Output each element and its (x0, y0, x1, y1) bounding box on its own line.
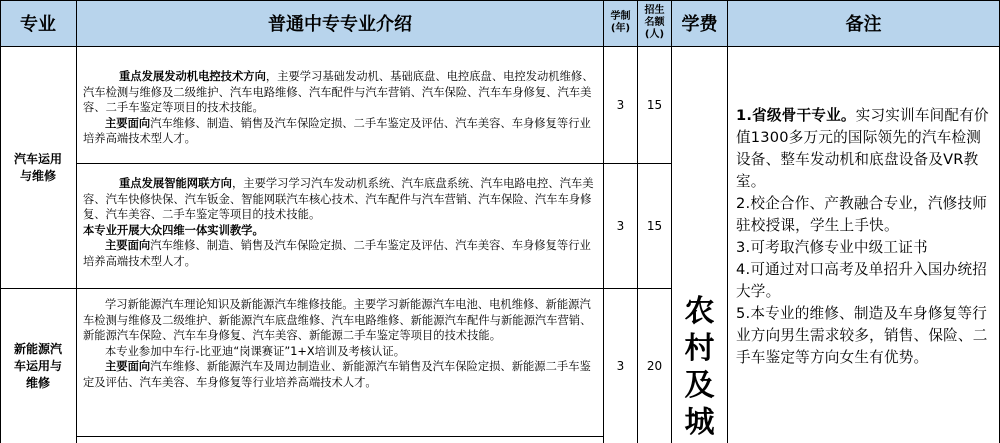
header-quota-l1: 招生 (644, 5, 665, 16)
nev-row-emp-label: 主要面向 (105, 360, 151, 374)
fee-cell (672, 47, 728, 443)
header-quota-l2: 名额 (644, 17, 665, 28)
notes-cell (728, 47, 1000, 443)
major-nev-l1: 新能源汽 (13, 341, 62, 356)
note-3: 3.可考取汽修专业中级工证书 (736, 239, 928, 256)
auto-row2-main (83, 176, 599, 223)
auto-row2-quota: 15 (638, 164, 672, 289)
auto-row2-desc (77, 164, 604, 289)
auto-row1-main (83, 69, 599, 116)
header-fee: 学费 (672, 0, 728, 47)
note-2: 2.校企合作、产教融合专业，汽修技师驻校授课，学生上手快。 (736, 195, 988, 234)
major-auto-l2: 与维修 (19, 168, 56, 183)
major-auto-l1: 汽车运用 (13, 151, 62, 166)
nev-row-desc-tail (77, 437, 604, 443)
auto-row1-main-text: ，主要学习基础发动机、基础底盘、电控底盘、电控发动机维修、汽车检测与维修及二级维护、汽车电路维修、汽车配件与汽车营销、汽车保险、汽车车身修复、汽车美容、二手车鉴定等项目的技术技能。 (83, 70, 594, 115)
fee-char-1: 农 (684, 294, 715, 329)
nev-row-years: 3 (604, 289, 638, 443)
auto-row2-emp-label: 主要面向 (105, 239, 151, 253)
header-notes: 备注 (728, 0, 1000, 47)
header-years-l2: (年) (610, 23, 631, 34)
nev-row-quota: 20 (638, 289, 672, 443)
header-years-l1: 学制 (610, 11, 631, 22)
auto-row1-direction: 重点发展发动机电控技术方向 (119, 70, 266, 83)
auto-row2-direction: 重点发展智能网联方向 (119, 177, 232, 190)
auto-row1-emp-label: 主要面向 (105, 116, 151, 130)
note-1-text: 实习实训车间配有价值1300多万元的国际领先的汽车检测设备、整车发动机和底盘设备及VR教室。 (736, 107, 989, 190)
nev-row-desc (77, 289, 604, 437)
nev-row-main: 学习新能源汽车理论知识及新能源汽车维修技能。主要学习新能源汽车电池、电机维修、新能源汽车检测与维修及二级维护、新能源汽车底盘维修、汽车电路维修、新能源汽车配件与新能源汽车营销、新能源汽车保险、汽车车身修复、汽车美容、新能源二手车鉴定等项目的技术技能。 (83, 298, 592, 343)
fee-char-3: 及 (684, 368, 715, 403)
auto-row2-employment (83, 238, 599, 269)
auto-row2-years: 3 (604, 164, 638, 289)
nev-row-cert: 本专业参加中车行-比亚迪“岗课赛证”1+X培训及考核认证。 (105, 344, 406, 358)
note-1 (736, 105, 995, 193)
auto-row2-training: 本专业开展大众四维一体实训教学。 (83, 223, 264, 237)
auto-row2-emp-text: 汽车维修、制造、销售及汽车保险定损、二手车鉴定及评估、汽车美容、车身修复等行业培养高端技术型人才。 (83, 239, 591, 268)
fee-char-4: 城 (684, 405, 715, 440)
header-quota (638, 0, 672, 47)
auto-row1-quota: 15 (638, 47, 672, 164)
note-5: 5.本专业的维修、制造及车身修复等行业方向男生需求较多，销售、保险、二手车鉴定等方向女生有优势。 (736, 305, 988, 366)
major-name-auto (0, 47, 77, 289)
auto-row1-emp-text: 汽车维修、制造、销售及汽车保险定损、二手车鉴定及评估、汽车美容、车身修复等行业培养高端技术型人才。 (83, 116, 591, 146)
auto-row1-desc (77, 47, 604, 164)
fee-char-2: 村 (684, 331, 715, 366)
header-intro: 普通中专专业介绍 (77, 0, 604, 47)
major-nev-l2: 车运用与 (13, 358, 62, 373)
auto-row1-employment (83, 116, 599, 147)
auto-row1-years: 3 (604, 47, 638, 164)
auto-row2-main-text: ，主要学习学习汽车发动机系统、汽车底盘系统、汽车电路电控、汽车美容、汽车快修快保、汽车钣金、智能网联汽车核心技术、汽车配件与汽车营销、汽车保险、汽车车身修复、汽车美容、二手车鉴定等项目的技术技能。 (83, 177, 594, 222)
note-4: 4.可通过对口高考及单招升入国办统招大学。 (736, 261, 988, 300)
header-quota-l3: (人) (644, 29, 665, 40)
nev-row-emp-text: 汽车维修、新能源汽车及周边制造业、新能源汽车销售及汽车保险定损、新能源二手车鉴定及评估、汽车美容、车身修复等行业培养高端技术人才。 (83, 360, 591, 389)
nev-row-employment (83, 359, 599, 390)
header-years (604, 0, 638, 47)
header-major: 专业 (0, 0, 77, 47)
major-name-nev (0, 289, 77, 443)
note-1-highlight: 1.省级骨干专业。 (736, 107, 856, 124)
major-nev-l3: 维修 (25, 375, 50, 390)
